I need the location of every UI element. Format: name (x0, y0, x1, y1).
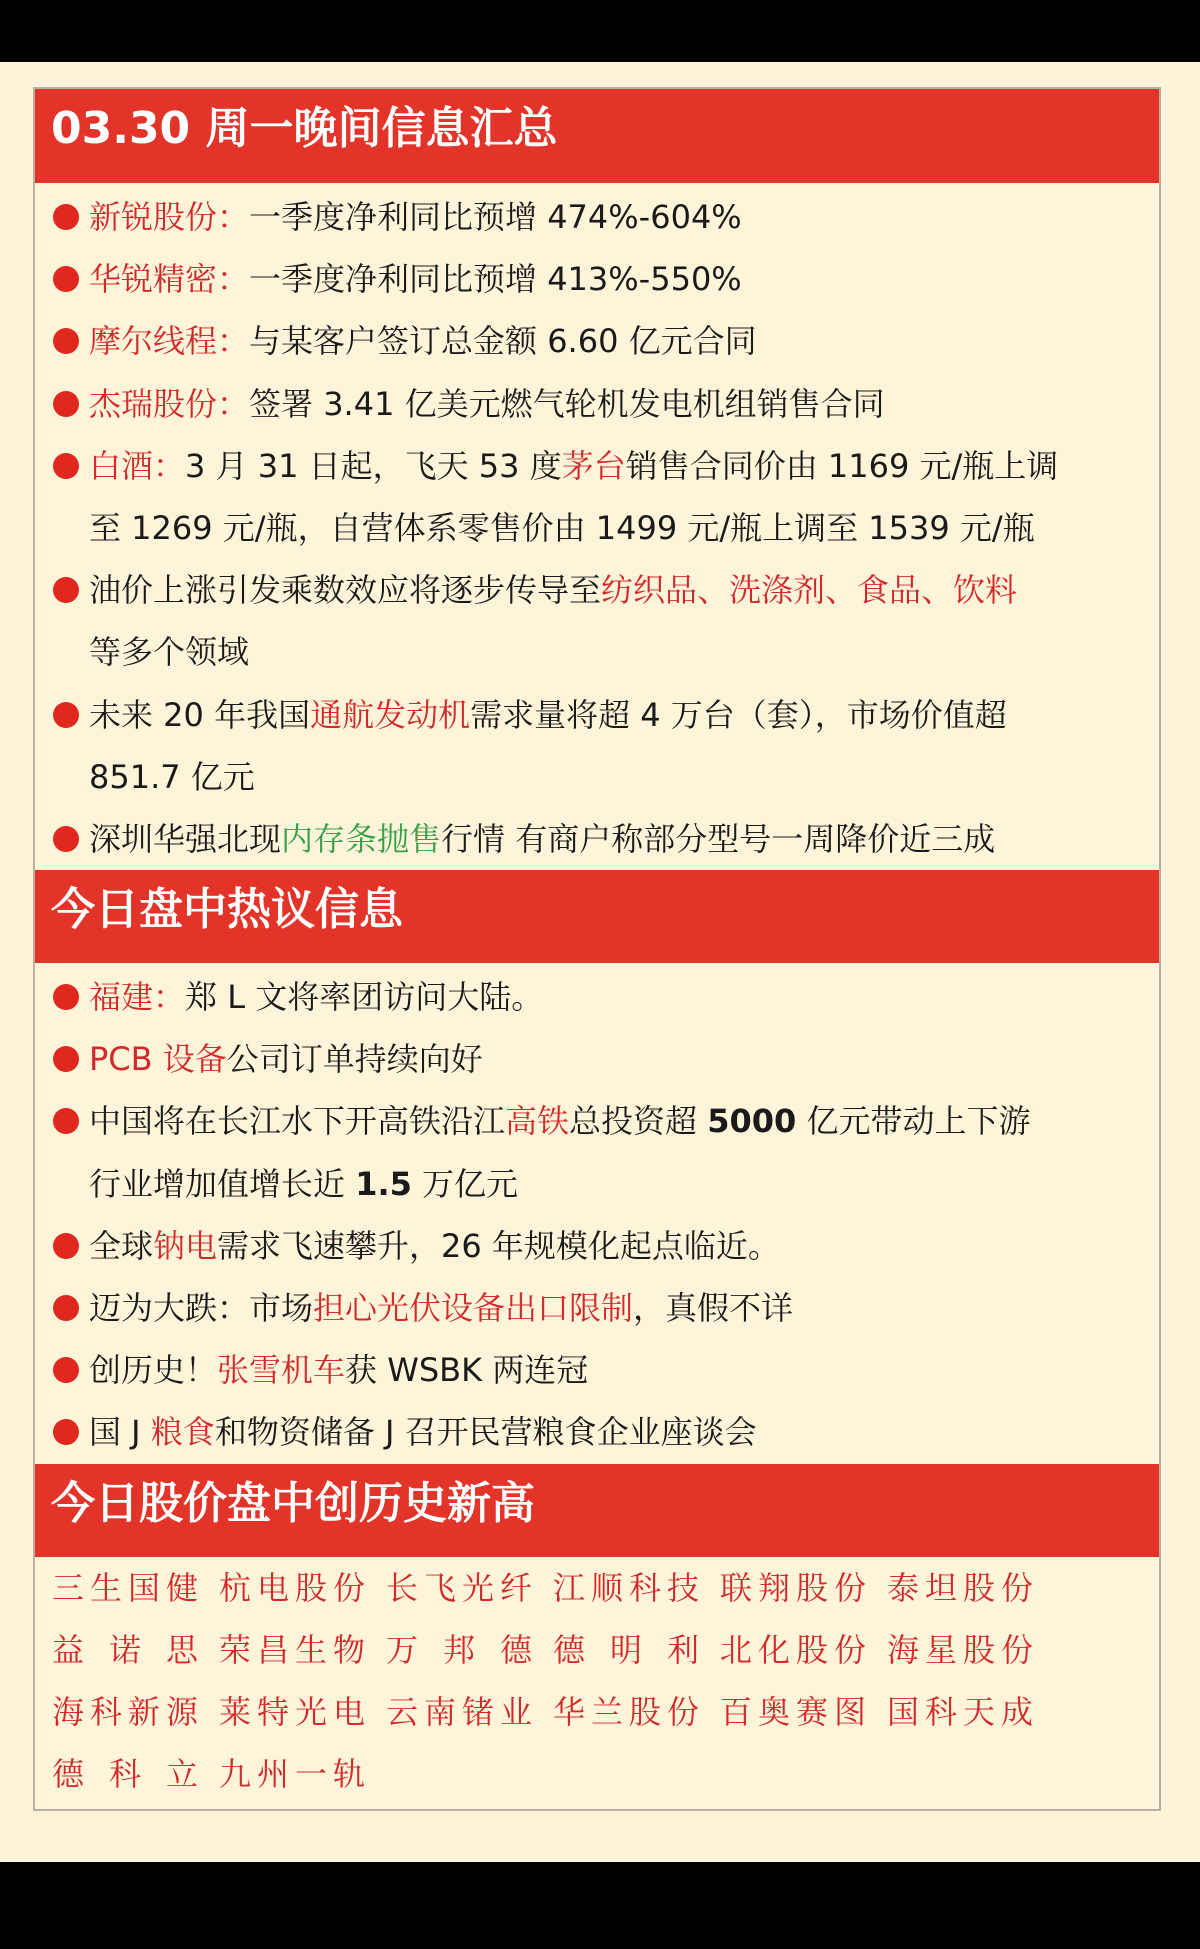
stock-name (219, 1743, 386, 1805)
news-text: 销售合同价由 1169 元/瓶上调 (625, 446, 1059, 485)
news-text: 全球 (89, 1226, 154, 1265)
news-item-line (35, 186, 1159, 248)
news-text: 行情 有商户称部分型号一周降价近三成 (441, 819, 996, 858)
stock-name-text: 海星股份 (887, 1630, 1033, 1669)
news-text: 国 J (89, 1413, 151, 1452)
stock-name-text: 荣昌生物 (219, 1630, 365, 1669)
bullet-dot-icon (53, 702, 79, 728)
news-text: 万亿元 (411, 1164, 519, 1203)
bullet-dot-icon (53, 1419, 79, 1445)
highlight-text: 杰瑞股份： (89, 384, 250, 423)
highlight-text: 摩尔线程： (89, 322, 250, 361)
stock-name-text: 德明利 (553, 1630, 699, 1669)
highlight-text: 纺织品、洗涤剂、食品、饮料 (601, 571, 1018, 610)
stock-name-text: 德科立 (52, 1755, 198, 1794)
stock-name-text: 泰坦股份 (887, 1568, 1033, 1607)
stock-name (386, 1681, 553, 1743)
stock-name (52, 1681, 219, 1743)
stock-name (219, 1681, 386, 1743)
news-text: 需求量将超 4 万台（套），市场价值超 (470, 695, 1007, 734)
stock-row (35, 1619, 1159, 1681)
news-text: 中国将在长江水下开高铁沿江 (89, 1102, 506, 1141)
news-item-line (35, 1153, 1159, 1215)
news-item-line (35, 684, 1159, 746)
stock-row (35, 1743, 1159, 1805)
highlight-text: 高铁 (505, 1102, 570, 1141)
news-text: 公司订单持续向好 (226, 1040, 483, 1079)
bullet-dot-icon (53, 328, 79, 354)
news-item-line (35, 1215, 1159, 1277)
news-item-line (35, 310, 1159, 372)
stock-name-text: 海科新源 (52, 1692, 198, 1731)
bullet-dot-icon (53, 826, 79, 852)
stock-name-text: 莱特光电 (219, 1692, 365, 1731)
stock-name (52, 1619, 219, 1681)
news-text: 迈为大跌：市场 (89, 1289, 314, 1327)
news-item-line (35, 1028, 1159, 1090)
news-text: 郑 L 文将率团访问大陆。 (185, 978, 544, 1017)
bullet-dot-icon (53, 266, 79, 292)
stock-name-text: 百奥赛图 (720, 1692, 866, 1731)
news-text: 签署 3.41 亿美元燃气轮机发电机组销售合同 (249, 384, 885, 423)
news-text: 油价上涨引发乘数效应将逐步传导至 (89, 571, 602, 610)
news-item-line (35, 373, 1159, 435)
page (0, 62, 1200, 1862)
news-text: 一季度净利同比预增 413%-550% (249, 260, 742, 299)
highlight-text: 茅台 (561, 446, 626, 485)
news-item-line (35, 435, 1159, 497)
news-text: ，真假不详 (633, 1289, 794, 1327)
news-item-line (35, 966, 1159, 1028)
stock-name (52, 1557, 219, 1619)
news-item-line (35, 621, 1159, 683)
stock-name (386, 1619, 553, 1681)
stock-name-text: 北化股份 (720, 1630, 866, 1669)
stock-name-text: 三生国健 (52, 1568, 198, 1607)
news-text: 和物资储备 J 召开民营粮食企业座谈会 (214, 1413, 757, 1452)
news-text: 需求飞速攀升，26 年规模化起点临近。 (217, 1226, 780, 1265)
news-item-line (35, 1090, 1159, 1152)
news-item-line (35, 746, 1159, 808)
stock-name-text: 杭电股份 (219, 1568, 365, 1607)
bullet-dot-icon (53, 1046, 79, 1072)
bullet-dot-icon (53, 577, 79, 603)
news-text: 1.5 (355, 1164, 412, 1203)
news-item-line (35, 559, 1159, 621)
news-item-line (35, 1277, 1159, 1339)
bullet-dot-icon (53, 1357, 79, 1383)
stock-name (553, 1557, 720, 1619)
stock-name (887, 1681, 1054, 1743)
section-header-intraday: 今日盘中热议信息 (35, 870, 1159, 963)
record-high-stock-list (35, 1557, 1159, 1806)
stock-name-text: 江顺科技 (553, 1568, 699, 1607)
stock-name (720, 1557, 887, 1619)
stock-row (35, 1681, 1159, 1743)
stock-name (720, 1619, 887, 1681)
stock-name-text: 云南锗业 (386, 1692, 532, 1731)
news-item-line (35, 497, 1159, 559)
stock-name (553, 1619, 720, 1681)
section-header-record-highs: 今日股价盘中创历史新高 (35, 1464, 1159, 1557)
highlight-text: 通航发动机 (310, 695, 471, 734)
bullet-dot-icon (53, 984, 79, 1010)
stock-name (553, 1681, 720, 1743)
news-text: 5000 (707, 1102, 797, 1141)
highlight-text: 福建： (89, 978, 186, 1017)
news-item-line (35, 808, 1159, 870)
bullet-dot-icon (53, 1295, 79, 1321)
bullet-dot-icon (53, 453, 79, 479)
news-summary-card (33, 87, 1161, 1811)
news-text: 获 WSBK 两连冠 (345, 1351, 589, 1390)
bullet-dot-icon (53, 204, 79, 230)
highlight-text: 粮食 (150, 1413, 215, 1452)
stock-name-text: 万邦德 (386, 1630, 532, 1669)
news-text: 创历史！ (89, 1351, 218, 1390)
news-text: 3 月 31 日起，飞天 53 度 (185, 446, 562, 485)
stock-name (219, 1557, 386, 1619)
highlight-text: 白酒： (89, 446, 186, 485)
highlight-text: 华锐精密： (89, 260, 250, 299)
news-text: 等多个领域 (89, 633, 250, 672)
news-text: 深圳华强北现 (89, 819, 282, 858)
stock-name-text: 益诺思 (52, 1630, 198, 1669)
news-item-line (35, 1401, 1159, 1463)
stock-name-text: 华兰股份 (553, 1692, 699, 1731)
stock-name (720, 1681, 887, 1743)
stock-row (35, 1557, 1159, 1619)
bullet-dot-icon (53, 391, 79, 417)
stock-name-text: 九州一轨 (219, 1755, 365, 1794)
news-text: 总投资超 (569, 1102, 708, 1141)
highlight-text: 钠电 (153, 1226, 218, 1265)
stock-name (887, 1557, 1054, 1619)
news-text: 至 1269 元/瓶，自营体系零售价由 1499 元/瓶上调至 1539 元/瓶 (89, 508, 1035, 547)
stock-name (386, 1557, 553, 1619)
stock-name (887, 1619, 1054, 1681)
news-text: 亿元带动上下游 (796, 1102, 1031, 1141)
news-item-line (35, 248, 1159, 310)
highlight-text: PCB 设备 (89, 1040, 227, 1079)
bullet-dot-icon (53, 1108, 79, 1134)
news-item-line (35, 1339, 1159, 1401)
bullet-dot-icon (53, 1233, 79, 1259)
news-text: 与某客户签订总金额 6.60 亿元合同 (249, 322, 757, 361)
stock-name-text: 联翔股份 (720, 1568, 866, 1607)
highlight-text: 新锐股份： (89, 198, 250, 236)
news-text: 未来 20 年我国 (89, 695, 311, 734)
stock-name (52, 1743, 219, 1805)
highlight-text: 内存条抛售 (281, 819, 442, 858)
section-header-evening: 03.30 周一晚间信息汇总 (35, 89, 1159, 183)
news-text: 851.7 亿元 (89, 757, 255, 796)
highlight-text: 担心光伏设备出口限制 (313, 1289, 634, 1327)
highlight-text: 张雪机车 (217, 1351, 346, 1390)
evening-news-list (35, 183, 1159, 870)
stock-name-text: 国科天成 (887, 1692, 1033, 1731)
news-text: 一季度净利同比预增 474%-604% (249, 198, 742, 236)
stock-name (219, 1619, 386, 1681)
news-text: 行业增加值增长近 (89, 1164, 356, 1203)
stock-name-text: 长飞光纤 (386, 1568, 532, 1607)
intraday-news-list (35, 963, 1159, 1464)
